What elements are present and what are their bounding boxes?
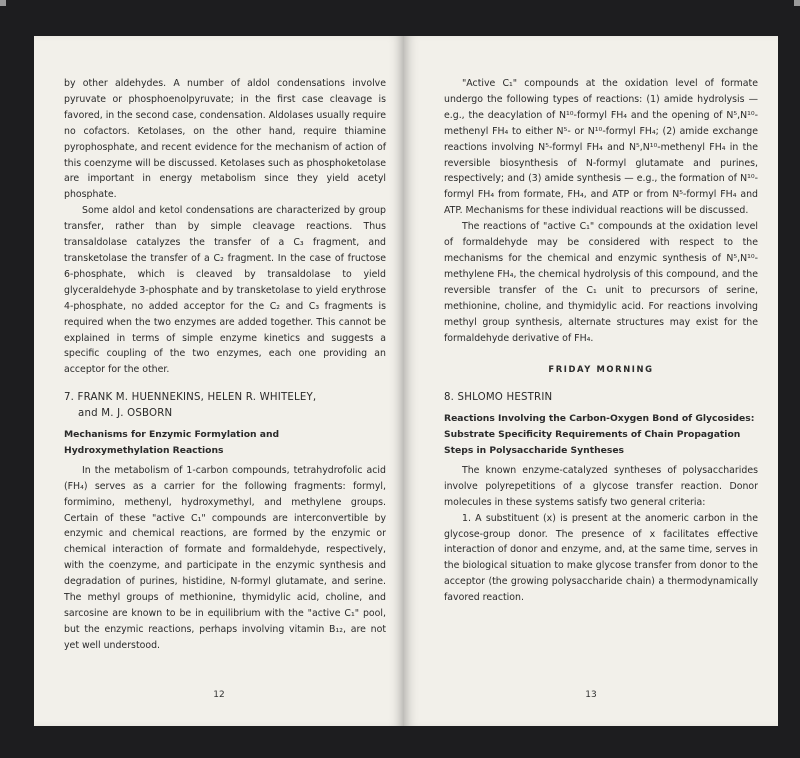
session-heading: FRIDAY MORNING (548, 364, 654, 375)
right-paragraph-1: "Active C₁" compounds at the oxidation level of formate undergo the following types of reactions: (1) amide hydrolysis — e.g., the deacylation of N¹⁰-formyl FH₄ and the opening of N⁵,N¹⁰-methenyl FH₄ to either N⁵- or N¹⁰-formyl FH₄; (2) amide exchange reactions involving N⁵-formyl FH₄ and N⁵,N¹⁰-methenyl FH₄ in the reversible biosynthesis of N-formyl glutamate and purines, respectively; and (3) amide synthesis — e.g., the formation of N¹⁰-formyl FH₄ from formate, FH₄, and ATP or from N⁵-formyl FH₄ and ATP. Mechanisms for these individual reactions will be discussed. (444, 78, 758, 217)
right-page-text-column (444, 76, 758, 606)
abstract-7-title: Mechanisms for Enzymic Formylation and Hydroxymethylation Reactions (64, 429, 280, 456)
left-page-text-column (64, 76, 386, 654)
left-paragraph-2: Some aldol and ketol condensations are characterized by group transfer, rather than by simple cleavage reactions. Thus transaldolase catalyzes the transfer of a C₃ fragment, and transketolase the transfer of a C₂ fragment. In the case of fructose 6-phosphate, which is cleaved by transaldolase to yield glyceraldehyde 3-phosphate and by transketolase to yield erythrose 4-phosphate, no added acceptor for the C₂ and C₃ fragments is required when the two enzymes are added together. This cannot be explained in terms of simple enzyme kinetics and suggests a specific coupling of the two enzymes, each one providing an acceptor for the other. (64, 205, 386, 376)
abstract-7-authors (64, 390, 386, 422)
scan-corner-mark (794, 0, 800, 6)
left-page (34, 36, 404, 726)
right-page (404, 36, 778, 726)
abstract-7-heading-cont: and M. J. OSBORN (78, 408, 173, 420)
right-paragraph-2: The reactions of "active C₁" compounds at the oxidation level of formaldehyde may be considered with respect to the mechanisms for the chemical and enzymic synthesis of N⁵,N¹⁰-methylene FH₄, the chemical hydrolysis of this compound, and the reversible transfer of the C₁ unit to precursors of serine, methionine, choline, and thymidylic acid. For reactions involving methyl group synthesis, alternate structures may exist for the formaldehyde derivative of FH₄. (444, 221, 758, 344)
page-number-left: 12 (213, 690, 225, 700)
abstract-8-heading: 8. SHLOMO HESTRIN (444, 392, 553, 404)
abstract-7-heading: 7. FRANK M. HUENNEKINS, HELEN R. WHITELEY, (64, 392, 317, 404)
page-number-right: 13 (585, 690, 597, 700)
abstract-8-body-1: The known enzyme-catalyzed syntheses of polysaccharides involve polyrepetitions of a glycose transfer reaction. Donor molecules in these systems satisfy two general criteria: (444, 464, 758, 508)
abstract-7-body: In the metabolism of 1-carbon compounds, tetrahydrofolic acid (FH₄) serves as a carrier for the following fragments: formyl, formimino, methenyl, hydroxymethyl, and methylene groups. Certain of these "active C₁" compounds are interconvertible by enzymic and chemical reactions, are formed by the enzymic or chemical interaction of formate and formaldehyde, respectively, with the coenzyme, and participate in the enzymic synthesis and degradation of purines, histidine, N-formyl glutamate, and serine. The methyl groups of methionine, thymidylic acid, choline, and sarcosine are known to be in equilibrium with the "active C₁" pool, but the enzymic reactions, perhaps involving vitamin B₁₂, are not yet well understood. (64, 464, 386, 651)
left-paragraph-1: by other aldehydes. A number of aldol condensations involve pyruvate or phosphoenolpyruvate; in the first case cleavage is favored, in the second case, condensation. Aldolases usually require no cofactors. Ketolases, on the other hand, require thiamine pyrophosphate, and recent evidence for the mechanism of action of this coenzyme will be discussed. Ketolases such as phosphoketolase are important in energy metabolism since they yield acetyl phosphate. (64, 78, 386, 201)
scan-corner-mark (0, 0, 6, 6)
abstract-8-body-2: 1. A substituent (x) is present at the anomeric carbon in the glycose-group donor. The presence of x facilitates effective interaction of donor and enzyme, and, at the same time, serves in the biological situation to make glycose transfer from donor to the acceptor (the growing polysaccharide chain) a thermodynamically favored reaction. (444, 512, 758, 604)
abstract-8-title: Reactions Involving the Carbon-Oxygen Bond of Glycosides: Substrate Specificity Requirements of Chain Propagation Steps in Polysaccharide Syntheses (444, 413, 755, 457)
